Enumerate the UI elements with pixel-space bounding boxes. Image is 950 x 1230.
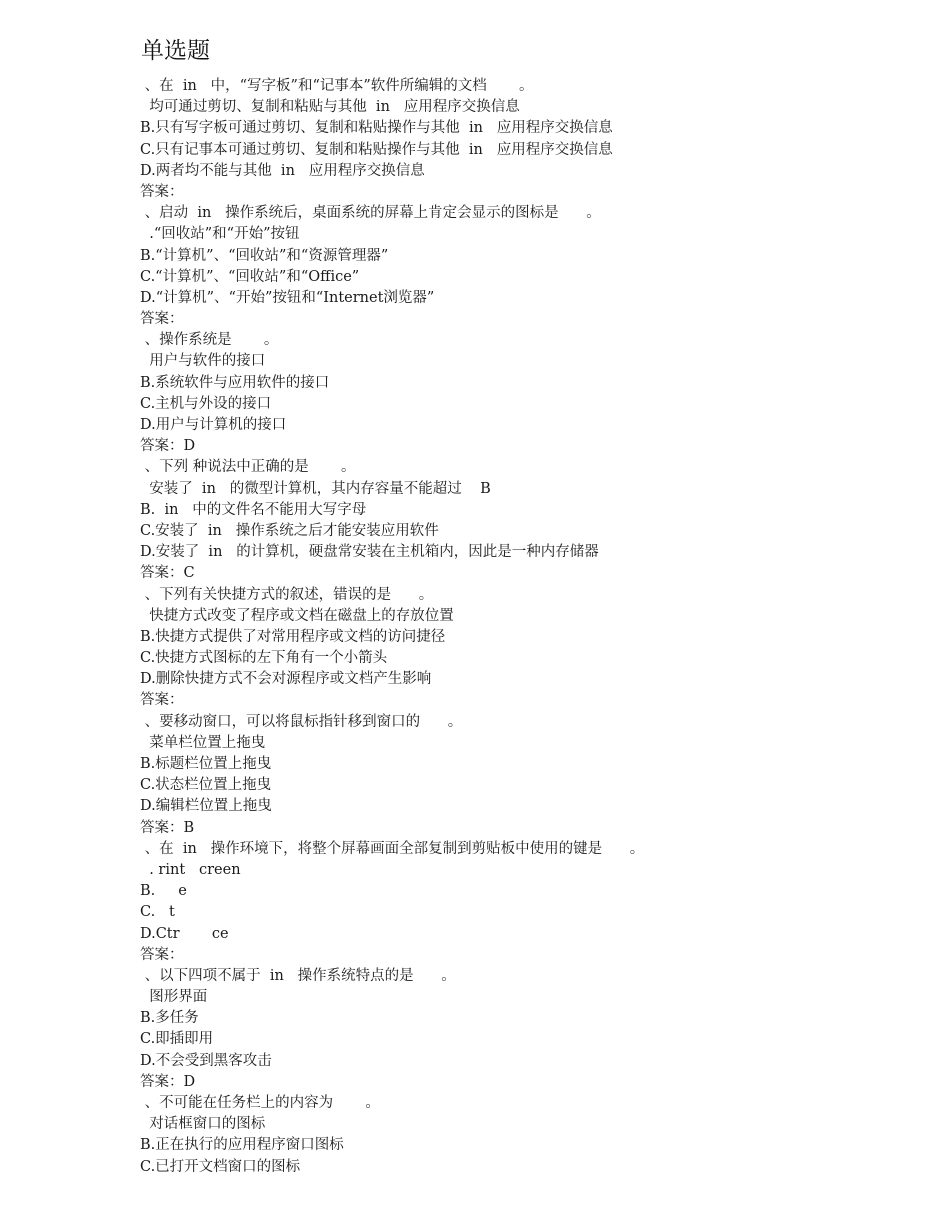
text-line: 图形界面 [140, 989, 208, 1006]
text-line: 答案： [140, 692, 184, 709]
text-line: D.Ctr ce [140, 925, 229, 942]
text-line: . rint creen [140, 861, 241, 878]
text-line: 、在 in 中，“写字板”和“记事本”软件所编辑的文档 。 [140, 78, 534, 94]
text-line: 答案：D [140, 438, 196, 455]
text-line: 、下列 种说法中正确的是 。 [140, 459, 356, 476]
text-line: 菜单栏位置上拖曳 [140, 734, 266, 751]
text-line: 、启动 in 操作系统后，桌面系统的屏幕上肯定会显示的图标是 。 [140, 205, 601, 222]
text-line: 用户与软件的接口 [140, 353, 266, 370]
text-line: B.“计算机”、“回收站”和“资源管理器” [140, 247, 389, 264]
text-line: D.删除快捷方式不会对源程序或文档产生影响 [140, 671, 432, 688]
text-line: 答案： [140, 183, 184, 200]
text-line: 、在 in 操作环境下，将整个屏幕画面全部复制到剪贴板中使用的键是 。 [140, 840, 645, 857]
text-line: D.编辑栏位置上拖曳 [140, 798, 272, 815]
text-line: 均可通过剪切、复制和粘贴与其他 in 应用程序交换信息 [140, 99, 520, 116]
text-line: C.只有记事本可通过剪切、复制和粘贴操作与其他 in 应用程序交换信息 [140, 141, 613, 158]
text-line: B. e [140, 883, 187, 900]
text-line: B.标题栏位置上拖曳 [140, 756, 272, 772]
text-line: 、以下四项不属于 in 操作系统特点的是 。 [140, 967, 456, 984]
text-line: 、下列有关快捷方式的叙述，错误的是 。 [140, 586, 434, 603]
text-line: 、不可能在任务栏上的内容为 。 [140, 1095, 380, 1111]
text-line: C.已打开文档窗口的图标 [140, 1158, 301, 1175]
text-line: D.两者均不能与其他 in 应用程序交换信息 [140, 162, 425, 179]
text-line: C.主机与外设的接口 [140, 395, 272, 412]
text-line: 答案：D [140, 1073, 196, 1090]
text-line: B.只有写字板可通过剪切、复制和粘贴操作与其他 in 应用程序交换信息 [140, 120, 613, 137]
text-line: D.不会受到黑客攻击 [140, 1052, 272, 1069]
text-line: 快捷方式改变了程序或文档在磁盘上的存放位置 [140, 607, 454, 624]
text-line: C.状态栏位置上拖曳 [140, 777, 272, 794]
text-line: 答案： [140, 311, 184, 328]
text-line: C.安装了 in 操作系统之后才能安装应用软件 [140, 522, 439, 539]
text-line: .“回收站”和“开始”按钮 [140, 226, 300, 243]
text-line: D.用户与计算机的接口 [140, 417, 287, 433]
text-line: C.即插即用 [140, 1031, 214, 1048]
text-line: B.多任务 [140, 1010, 199, 1027]
text-line: B.快捷方式提供了对常用程序或文档的访问捷径 [140, 628, 446, 645]
text-line: C. t [140, 904, 175, 921]
text-line: 对话框窗口的图标 [140, 1116, 266, 1133]
text-line: B. in 中的文件名不能用大写字母 [140, 501, 367, 518]
text-line: 答案： [140, 946, 184, 963]
section-title: 单选题 [141, 38, 210, 64]
text-line: D.安装了 in 的计算机，硬盘常安装在主机箱内，因此是一种内存储器 [140, 544, 599, 561]
text-line: B.系统软件与应用软件的接口 [140, 374, 330, 391]
text-line: C.快捷方式图标的左下角有一个小箭头 [140, 650, 388, 667]
text-line: B.正在执行的应用程序窗口图标 [140, 1137, 344, 1154]
text-line: 、操作系统是 。 [140, 332, 279, 349]
text-line: 答案：C [140, 565, 195, 582]
text-line: 安装了 in 的微型计算机，其内存容量不能超过 B [140, 480, 491, 497]
text-line: C.“计算机”、“回收站”和“Office” [140, 268, 360, 285]
text-line: 答案：B [140, 819, 195, 836]
question-list [140, 76, 930, 1178]
text-line: D.“计算机”、“开始”按钮和“Internet浏览器” [140, 289, 435, 306]
text-line: 、要移动窗口，可以将鼠标指针移到窗口的 。 [140, 713, 463, 730]
